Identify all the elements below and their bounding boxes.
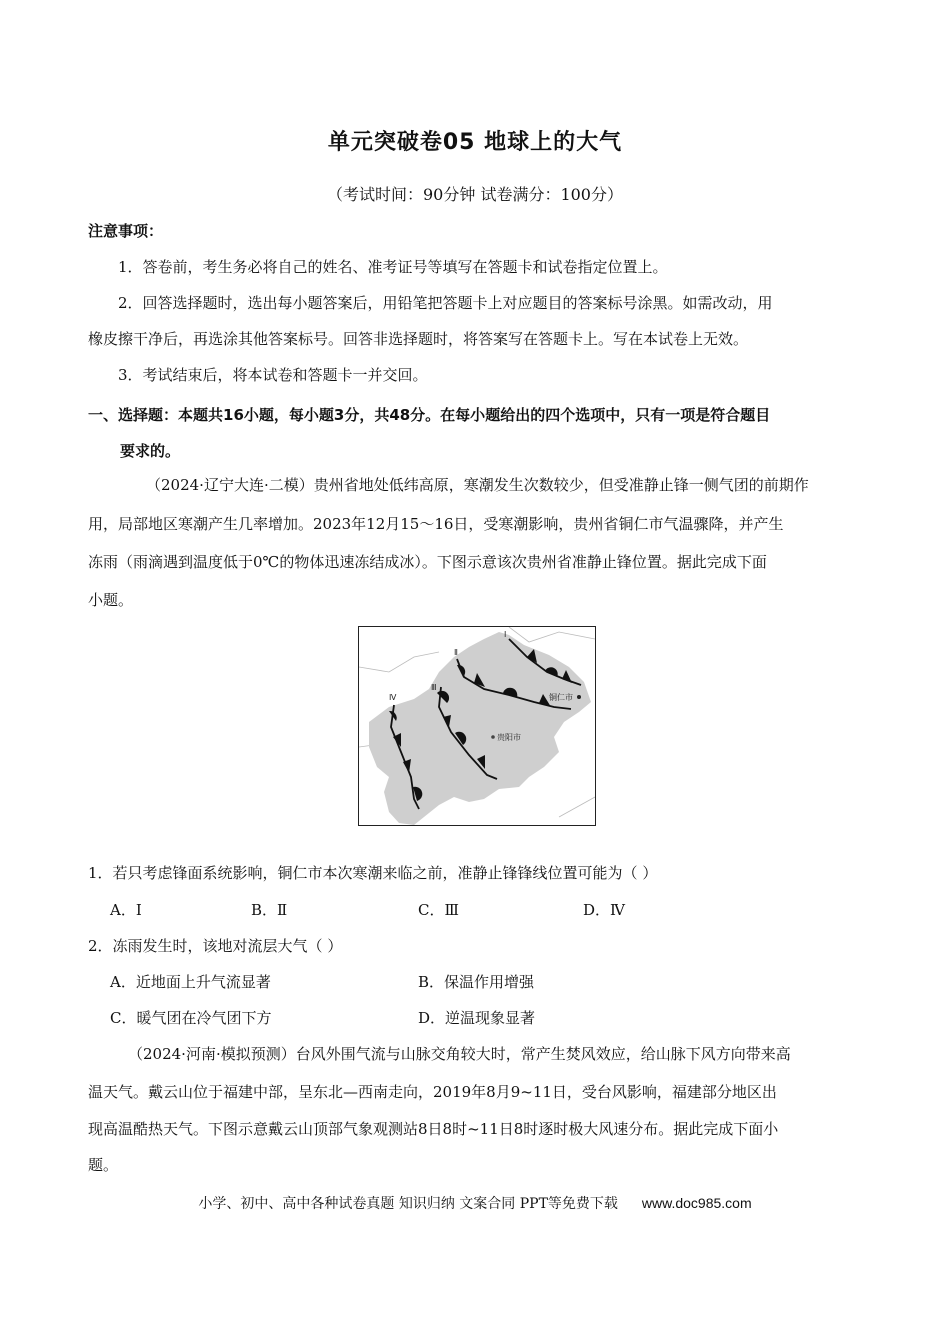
footer [0,1193,950,1213]
section-heading-cont: 要求的。 [120,442,181,460]
footer-link[interactable]: www.doc985.com [641,1195,752,1211]
question-1-option-d[interactable]: D．Ⅳ [583,901,626,919]
passage1-line-3: 冻雨（雨滴遇到温度低于0℃的物体迅速冻结成冰）。下图示意该次贵州省准静止锋位置。据此完成下面 [88,553,767,571]
front-label-2: Ⅱ [454,648,458,657]
question-1-option-c[interactable]: C．Ⅲ [418,901,459,919]
question-2-option-d[interactable]: D．逆温现象显著 [418,1009,536,1027]
question-1-option-b[interactable]: B．Ⅱ [251,901,288,919]
map-svg [359,627,595,825]
question-1-stem: 1．若只考虑锋面系统影响，铜仁市本次寒潮来临之前，准静止锋锋线位置可能为（ ） [88,864,658,882]
passage2-line-3: 现高温酷热天气。下图示意戴云山顶部气象观测站8日8时~11日8时逐时极大风速分布。据此完成下面小 [88,1120,779,1138]
front-label-3: Ⅲ [431,683,437,692]
page-title: 单元突破卷05 地球上的大气 [327,130,623,155]
notice-item-1: 1．答卷前，考生务必将自己的姓名、准考证号等填写在答题卡和试卷指定位置上。 [118,258,668,276]
notice-item-3: 3．考试结束后，将本试卷和答题卡一并交回。 [118,366,428,384]
guiyang-label: 贵阳市 [497,733,521,742]
guiyang-marker [491,735,495,739]
guizhou-region [369,632,591,825]
front-label-1: Ⅰ [504,630,507,639]
stationary-front-map [358,626,596,826]
question-1-option-a[interactable]: A．Ⅰ [110,901,142,919]
front-label-4: Ⅳ [389,693,397,702]
notice-item-2: 2．回答选择题时，选出每小题答案后，用铅笔把答题卡上对应题目的答案标号涂黑。如需改动，用 [118,294,773,312]
question-2-option-b[interactable]: B．保温作用增强 [418,973,535,991]
passage2-line-4: 题。 [88,1156,119,1174]
passage2-line-2: 温天气。戴云山位于福建中部，呈东北—西南走向，2019年8月9~11日，受台风影响，福建部分地区出 [88,1083,777,1101]
passage1-line-1: （2024·辽宁大连·二模）贵州省地处低纬高原，寒潮发生次数较少，但受准静止锋一侧气团的前期作 [146,476,809,494]
footer-text: 小学、初中、高中各种试卷真题 知识归纳 文案合同 PPT等免费下载 [198,1196,618,1212]
passage1-line-4: 小题。 [88,591,134,609]
section-heading: 一、选择题：本题共16小题，每小题3分，共48分。在每小题给出的四个选项中，只有一项是符合题目 [88,406,771,424]
passage1-line-2: 用，局部地区寒潮产生几率增加。2023年12月15～16日，受寒潮影响，贵州省铜仁市气温骤降，并产生 [88,515,784,533]
question-2-stem: 2．冻雨发生时，该地对流层大气（ ） [88,937,343,955]
exam-info: （考试时间：90分钟 试卷满分：100分） [327,185,623,204]
question-2-option-a[interactable]: A．近地面上升气流显著 [110,973,271,991]
passage2-line-1: （2024·河南·模拟预测）台风外围气流与山脉交角较大时，常产生焚风效应，给山脉下风方向带来高 [128,1045,791,1063]
tongren-label: 铜仁市 [549,693,573,702]
tongren-marker [577,695,581,699]
notice-heading: 注意事项： [88,222,164,240]
question-2-option-c[interactable]: C．暖气团在冷气团下方 [110,1009,272,1027]
notice-item-2-cont: 橡皮擦干净后，再选涂其他答案标号。回答非选择题时，将答案写在答题卡上。写在本试卷上无效。 [88,330,749,348]
